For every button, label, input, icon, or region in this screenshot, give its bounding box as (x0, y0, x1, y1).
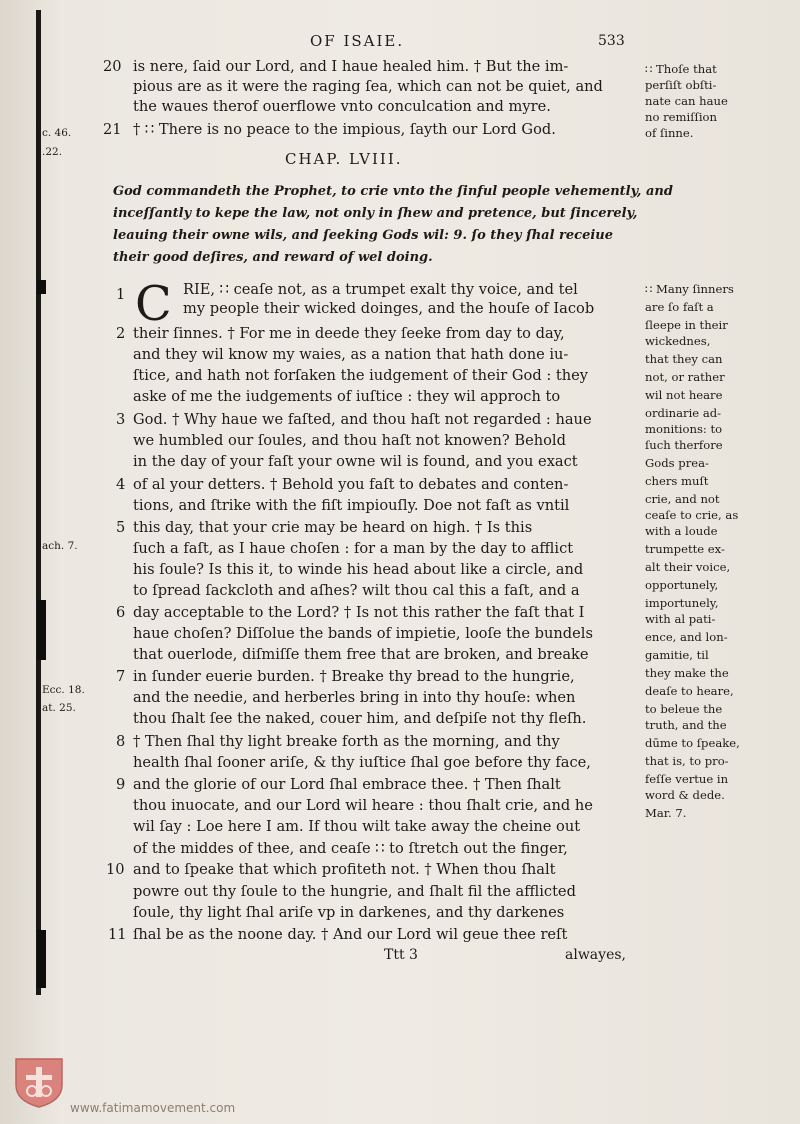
summary-line: inceſſantly to kepe the law, not only in ſhew and pretence, but ſincerely, (113, 206, 638, 221)
text-line: we humbled our ſoules, and thou haſt not knowen? Behold (133, 432, 566, 449)
margin-note-line: chers muſt (645, 474, 709, 488)
text-line: and the needie, and herberles bring in into thy houſe: when (133, 689, 576, 706)
margin-note-line: they make the (645, 666, 729, 680)
text-line: God. † Why haue we faſted, and thou haſt not regarded : haue (133, 411, 592, 428)
verse-number: 4 (116, 476, 126, 493)
text-line: the waues therof ouerflowe vnto conculcation and myre. (133, 98, 551, 115)
verse-number: 6 (116, 604, 126, 621)
margin-note-line: ordinarie ad- (645, 406, 722, 420)
text-line: tions, and ſtrike with the fiſt impiouſly. Doe not faſt as vntil (133, 497, 570, 514)
summary-line: God commandeth the Prophet, to crie vnto the ſinful people vehemently, and (113, 184, 673, 199)
text-line: in ſunder euerie burden. † Breake thy bread to the hungrie, (133, 668, 575, 685)
text-line: powre out thy ſoule to the hungrie, and ſhalt fil the afflicted (133, 883, 576, 900)
cross-reference: c. 46. (42, 127, 72, 139)
margin-note-line: to beleue the (645, 702, 723, 716)
running-title: OF ISAIE. (310, 32, 405, 50)
text-line: my people their wicked doinges, and the houſe of Iacob (183, 300, 595, 317)
margin-note-line: ∷ Thoſe that (645, 62, 717, 76)
verse-number: 8 (116, 733, 126, 750)
summary-line: their good deſires, and reward of wel doing. (113, 250, 433, 265)
margin-note-line: ence, and lon- (645, 630, 728, 644)
margin-note-line: word & dede. (645, 788, 725, 802)
text-line: of al your detters. † Behold you faſt to debates and conten- (133, 476, 569, 493)
text-line: health ſhal ſooner ariſe, & thy iuſtice ſhal goe before thy face, (133, 754, 591, 771)
margin-note-line: ceaſe to crie, as (645, 508, 739, 522)
gutter-mark (37, 930, 46, 988)
drop-cap: C (135, 276, 172, 332)
margin-note-line: Mar. 7. (645, 806, 687, 820)
text-line: of the middes of thee, and ceaſe ∷ to ſtretch out the finger, (133, 840, 568, 857)
text-line: ſoule, thy light ſhal ariſe vp in darkenes, and thy darkenes (133, 904, 565, 921)
margin-note-line: alt their voice, (645, 560, 731, 574)
margin-note-line: no remiſſion (645, 110, 717, 124)
text-line: wil ſay : Loe here I am. If thou wilt take away the cheine out (133, 818, 581, 835)
margin-note-line: ſuch therfore (645, 438, 723, 452)
verse-number: 1 (116, 286, 126, 303)
fatima-logo-icon (12, 1055, 66, 1109)
text-line: ſuch a faſt, as I haue choſen : for a man by the day to afflict (133, 540, 574, 557)
catchword: alwayes, (565, 947, 626, 963)
cross-reference: ach. 7. (42, 540, 78, 552)
text-line: that ouerlode, diſmiſſe them free that are broken, and breake (133, 646, 589, 663)
text-line: pious are as it were the raging ſea, which can not be quiet, and (133, 78, 603, 95)
text-line: to ſpread ſackcloth and aſhes? wilt thou cal this a faſt, and a (133, 582, 580, 599)
summary-line: leauing their owne wils, and ſeeking Gods wil: 9. ſo they ſhal receiue (113, 228, 614, 243)
text-line: is nere, ſaid our Lord, and I haue healed him. † But the im- (133, 58, 569, 75)
cross-reference: .22. (42, 146, 63, 158)
margin-note-line: with a loude (645, 524, 718, 538)
margin-note-line: not, or rather (645, 370, 725, 384)
margin-note-line: dūme to ſpeake, (645, 736, 740, 750)
text-line: their ſinnes. † For me in deede they ſeeke from day to day, (133, 325, 565, 342)
text-line: thou inuocate, and our Lord wil heare : thou ſhalt crie, and he (133, 797, 593, 814)
verse-number: 10 (106, 861, 125, 878)
text-line: ſtice, and hath not forſaken the iudgement of their God : they (133, 367, 589, 384)
margin-note-line: with al pati- (645, 612, 716, 626)
margin-note-line: wil not heare (645, 388, 723, 402)
margin-note-line: ſleepe in their (645, 318, 728, 332)
text-line: and to ſpeake that which profiteth not. † When thou ſhalt (133, 861, 556, 878)
verse-number: 20 (103, 58, 122, 75)
text-line: haue choſen? Diſſolue the bands of impietie, looſe the bundels (133, 625, 593, 642)
verse-number: 9 (116, 776, 126, 793)
verse-number: 2 (116, 325, 126, 342)
margin-note-line: that they can (645, 352, 723, 366)
verse-number: 11 (108, 926, 127, 943)
cross-reference: at. 25. (42, 702, 76, 714)
page-number: 533 (598, 33, 625, 49)
margin-note-line: Gods prea- (645, 456, 709, 470)
margin-note-line: opportunely, (645, 578, 719, 592)
margin-note-line: crie, and not (645, 492, 720, 506)
margin-note-line: nate can haue (645, 94, 728, 108)
footer-url[interactable]: www.fatimamovement.com (70, 1101, 236, 1115)
text-line: RIE, ∷ ceaſe not, as a trumpet exalt thy voice, and tel (183, 281, 578, 298)
text-line: aske of me the iudgements of iuſtice : they wil approch to (133, 388, 561, 405)
verse-number: 3 (116, 411, 126, 428)
verse-number: 5 (116, 519, 126, 536)
margin-note-line: wickednes, (645, 334, 711, 348)
margin-note-line: deaſe to heare, (645, 684, 734, 698)
margin-note-line: gamitie, til (645, 648, 709, 662)
text-line: this day, that your crie may be heard on high. † Is this (133, 519, 533, 536)
verse-number: 7 (116, 668, 126, 685)
margin-note-line: of ſinne. (645, 126, 694, 140)
margin-note-line: that is, to pro- (645, 754, 729, 768)
text-line: † Then ſhal thy light breake forth as the morning, and thy (133, 733, 560, 750)
margin-note-line: importunely, (645, 596, 719, 610)
margin-note-line: perſiſt obſti- (645, 78, 717, 92)
text-line: his ſoule? Is this it, to winde his head about like a circle, and (133, 561, 584, 578)
cross-reference: Ecc. 18. (42, 684, 85, 696)
text-line: ſhal be as the noone day. † And our Lord wil geue thee reſt (133, 926, 568, 943)
gutter-binding-line (36, 10, 41, 995)
gutter-mark (37, 600, 46, 660)
text-line: and they wil know my waies, as a nation that hath done iu- (133, 346, 569, 363)
margin-note-line: trumpette ex- (645, 542, 725, 556)
chapter-title: CHAP. LVIII. (285, 150, 403, 168)
text-line: thou ſhalt ſee the naked, couer him, and deſpiſe not thy fleſh. (133, 710, 587, 727)
margin-note-line: ∷ Many ſinners (645, 282, 734, 296)
text-line: in the day of your faſt your owne wil is found, and you exact (133, 453, 578, 470)
text-line: day acceptable to the Lord? † Is not this rather the faſt that I (133, 604, 585, 621)
signature-mark: Ttt 3 (384, 947, 418, 963)
verse-number: 21 (103, 121, 122, 138)
margin-note-line: are ſo faſt a (645, 300, 714, 314)
text-line: and the glorie of our Lord ſhal embrace thee. † Then ſhalt (133, 776, 561, 793)
text-line: † ∷ There is no peace to the impious, ſayth our Lord God. (133, 121, 556, 138)
gutter-mark (37, 280, 46, 294)
margin-note-line: feſſe vertue in (645, 772, 729, 786)
margin-note-line: monitions: to (645, 422, 723, 436)
margin-note-line: truth, and the (645, 718, 727, 732)
